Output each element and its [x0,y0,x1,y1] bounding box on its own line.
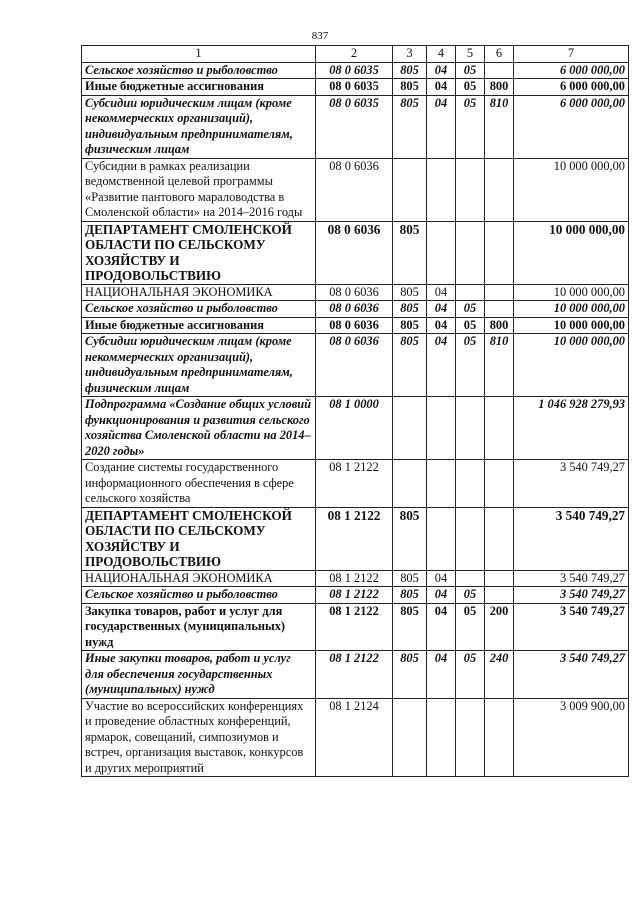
table-row [82,507,629,570]
amount-cell: 3 009 900,00 [514,698,629,777]
section-code-cell: 04 [427,603,456,651]
expense-type-code-cell [485,570,514,587]
amount-cell: 10 000 000,00 [514,317,629,334]
target-code-cell: 08 1 2122 [316,651,393,699]
target-code-cell: 08 1 2124 [316,698,393,777]
budget-table [81,45,629,777]
section-code-cell [427,460,456,508]
page-number: 837 [311,30,329,42]
expense-type-code-cell: 810 [485,95,514,158]
target-code-cell: 08 0 6036 [316,221,393,284]
target-code-cell: 08 1 2122 [316,460,393,508]
table-row [82,62,629,79]
department-code-cell: 805 [393,95,427,158]
table-row [82,221,629,284]
section-code-cell: 04 [427,651,456,699]
department-code-cell: 805 [393,284,427,301]
expense-type-code-cell [485,221,514,284]
department-code-cell [393,158,427,221]
section-code-cell: 04 [427,317,456,334]
row-name-cell: Сельское хозяйство и рыболовство [82,301,316,318]
amount-cell: 6 000 000,00 [514,62,629,79]
amount-cell: 3 540 749,27 [514,603,629,651]
target-code-cell: 08 1 2122 [316,570,393,587]
amount-cell: 10 000 000,00 [514,301,629,318]
target-code-cell: 08 0 6036 [316,301,393,318]
expense-type-code-cell [485,301,514,318]
department-code-cell: 805 [393,587,427,604]
subsection-code-cell: 05 [456,587,485,604]
header-row [82,46,629,63]
expense-type-code-cell [485,158,514,221]
subsection-code-cell [456,460,485,508]
row-name-cell: Участие во всероссийских конференциях и проведение областных конференций, ярмарок, совещаний, симпозиумов и встреч, организация выставок, конкурсов и других мероприятий [82,698,316,777]
table-row [82,284,629,301]
section-code-cell: 04 [427,301,456,318]
header-col-2: 2 [316,46,393,63]
amount-cell: 6 000 000,00 [514,95,629,158]
expense-type-code-cell: 200 [485,603,514,651]
department-code-cell: 805 [393,507,427,570]
section-code-cell: 04 [427,62,456,79]
table-body [82,62,629,777]
expense-type-code-cell [485,587,514,604]
row-name-cell: Субсидии в рамках реализации ведомственной целевой программы «Развитие пантового мараловодства в Смоленской области» на 2014–2016 годы [82,158,316,221]
section-code-cell [427,507,456,570]
section-code-cell [427,397,456,460]
section-code-cell: 04 [427,570,456,587]
table-row [82,79,629,96]
target-code-cell: 08 0 6036 [316,317,393,334]
expense-type-code-cell: 800 [485,79,514,96]
department-code-cell: 805 [393,62,427,79]
department-code-cell: 805 [393,79,427,96]
row-name-cell: Создание системы государственного информационного обеспечения в сфере сельского хозяйства [82,460,316,508]
expense-type-code-cell [485,284,514,301]
subsection-code-cell: 05 [456,79,485,96]
target-code-cell: 08 1 0000 [316,397,393,460]
table-row [82,301,629,318]
subsection-code-cell: 05 [456,317,485,334]
amount-cell: 3 540 749,27 [514,507,629,570]
section-code-cell [427,221,456,284]
header-col-3: 3 [393,46,427,63]
row-name-cell: Субсидии юридическим лицам (кроме некоммерческих организаций), индивидуальным предпринимателям, физическим лицам [82,334,316,397]
row-name-cell: НАЦИОНАЛЬНАЯ ЭКОНОМИКА [82,570,316,587]
amount-cell: 6 000 000,00 [514,79,629,96]
amount-cell: 3 540 749,27 [514,460,629,508]
table-row [82,158,629,221]
table-row [82,698,629,777]
expense-type-code-cell [485,507,514,570]
row-name-cell: Сельское хозяйство и рыболовство [82,587,316,604]
row-name-cell: Иные закупки товаров, работ и услуг для обеспечения государственных (муниципальных) нужд [82,651,316,699]
expense-type-code-cell [485,62,514,79]
subsection-code-cell: 05 [456,95,485,158]
section-code-cell [427,698,456,777]
row-name-cell: Подпрограмма «Создание общих условий функционирования и развития сельского хозяйства Смоленской области на 2014–2020 годы» [82,397,316,460]
section-code-cell: 04 [427,79,456,96]
department-code-cell [393,460,427,508]
department-code-cell: 805 [393,221,427,284]
amount-cell: 3 540 749,27 [514,570,629,587]
row-name-cell: Закупка товаров, работ и услуг для государственных (муниципальных) нужд [82,603,316,651]
header-col-7: 7 [514,46,629,63]
expense-type-code-cell [485,698,514,777]
table-row [82,460,629,508]
department-code-cell: 805 [393,651,427,699]
department-code-cell [393,698,427,777]
subsection-code-cell [456,507,485,570]
row-name-cell: Субсидии юридическим лицам (кроме некоммерческих организаций), индивидуальным предпринимателям, физическим лицам [82,95,316,158]
expense-type-code-cell: 810 [485,334,514,397]
amount-cell: 10 000 000,00 [514,221,629,284]
expense-type-code-cell: 240 [485,651,514,699]
department-code-cell: 805 [393,570,427,587]
department-code-cell: 805 [393,301,427,318]
target-code-cell: 08 1 2122 [316,507,393,570]
header-col-5: 5 [456,46,485,63]
header-col-4: 4 [427,46,456,63]
amount-cell: 3 540 749,27 [514,651,629,699]
section-code-cell: 04 [427,284,456,301]
subsection-code-cell: 05 [456,651,485,699]
department-code-cell: 805 [393,334,427,397]
row-name-cell: ДЕПАРТАМЕНТ СМОЛЕНСКОЙ ОБЛАСТИ ПО СЕЛЬСКОМУ ХОЗЯЙСТВУ И ПРОДОВОЛЬСТВИЮ [82,221,316,284]
subsection-code-cell: 05 [456,301,485,318]
table-row [82,317,629,334]
expense-type-code-cell: 800 [485,317,514,334]
header-col-1: 1 [82,46,316,63]
subsection-code-cell: 05 [456,334,485,397]
target-code-cell: 08 1 2122 [316,603,393,651]
amount-cell: 3 540 749,27 [514,587,629,604]
row-name-cell: Иные бюджетные ассигнования [82,79,316,96]
department-code-cell: 805 [393,317,427,334]
table-row [82,334,629,397]
section-code-cell: 04 [427,334,456,397]
subsection-code-cell: 05 [456,62,485,79]
expense-type-code-cell [485,460,514,508]
subsection-code-cell [456,158,485,221]
target-code-cell: 08 0 6035 [316,79,393,96]
department-code-cell: 805 [393,603,427,651]
section-code-cell: 04 [427,95,456,158]
amount-cell: 10 000 000,00 [514,334,629,397]
section-code-cell [427,158,456,221]
target-code-cell: 08 0 6036 [316,158,393,221]
table-row [82,95,629,158]
department-code-cell [393,397,427,460]
row-name-cell: НАЦИОНАЛЬНАЯ ЭКОНОМИКА [82,284,316,301]
subsection-code-cell [456,221,485,284]
subsection-code-cell [456,698,485,777]
subsection-code-cell [456,284,485,301]
row-name-cell: ДЕПАРТАМЕНТ СМОЛЕНСКОЙ ОБЛАСТИ ПО СЕЛЬСКОМУ ХОЗЯЙСТВУ И ПРОДОВОЛЬСТВИЮ [82,507,316,570]
section-code-cell: 04 [427,587,456,604]
amount-cell: 10 000 000,00 [514,284,629,301]
target-code-cell: 08 1 2122 [316,587,393,604]
table-row [82,397,629,460]
amount-cell: 10 000 000,00 [514,158,629,221]
subsection-code-cell: 05 [456,603,485,651]
subsection-code-cell [456,397,485,460]
header-col-6: 6 [485,46,514,63]
row-name-cell: Иные бюджетные ассигнования [82,317,316,334]
table-row [82,587,629,604]
table-row [82,570,629,587]
target-code-cell: 08 0 6036 [316,334,393,397]
table-row [82,651,629,699]
row-name-cell: Сельское хозяйство и рыболовство [82,62,316,79]
target-code-cell: 08 0 6035 [316,62,393,79]
expense-type-code-cell [485,397,514,460]
table-row [82,603,629,651]
amount-cell: 1 046 928 279,93 [514,397,629,460]
subsection-code-cell [456,570,485,587]
target-code-cell: 08 0 6036 [316,284,393,301]
target-code-cell: 08 0 6035 [316,95,393,158]
